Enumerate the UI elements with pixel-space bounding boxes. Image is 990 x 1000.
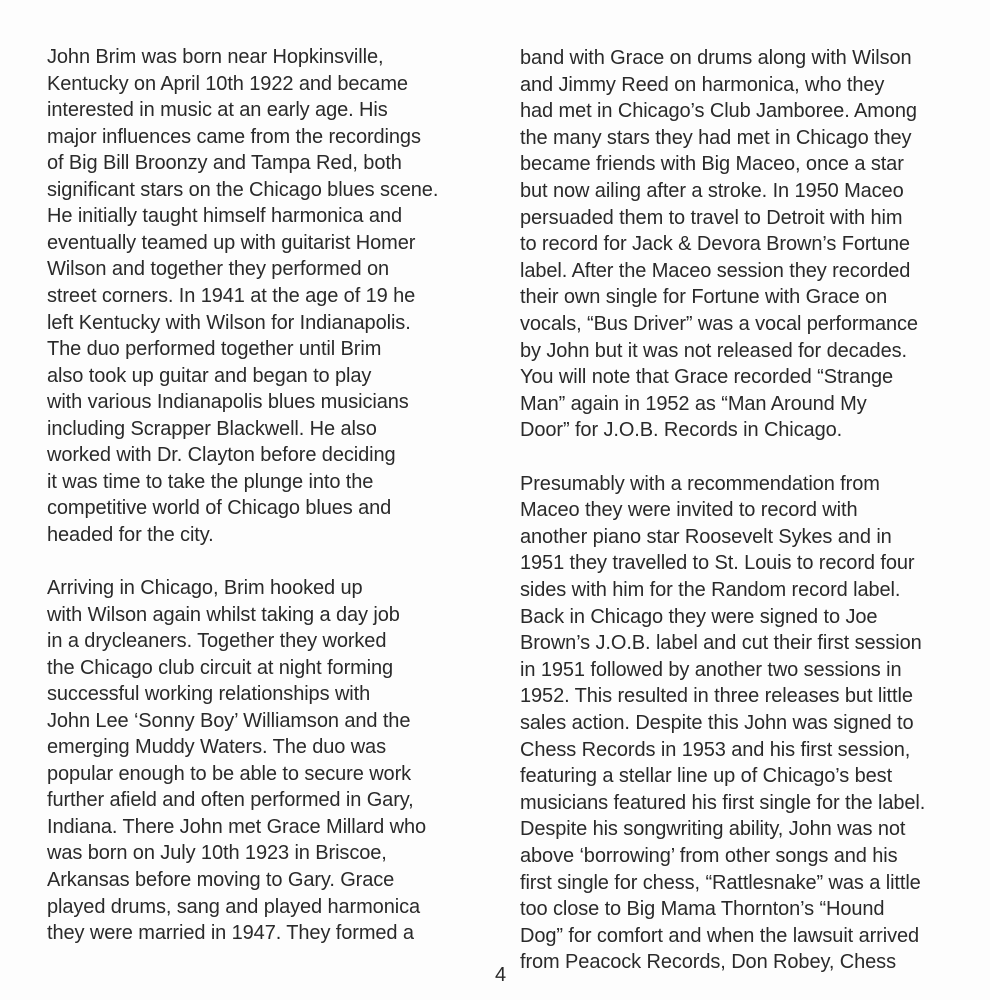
left_column-line: He initially taught himself harmonica and <box>47 205 402 228</box>
right_column-line: above ‘borrowing’ from other songs and his <box>520 844 898 867</box>
left_column-line: left Kentucky with Wilson for Indianapolis. <box>47 311 411 334</box>
left_column-line: emerging Muddy Waters. The duo was <box>47 736 386 759</box>
left_column-line: Wilson and together they performed on <box>47 258 390 281</box>
right_column-line: Brown’s J.O.B. label and cut their first session <box>520 632 922 655</box>
left_column-line: worked with Dr. Clayton before deciding <box>47 444 396 467</box>
right_column-line: their own single for Fortune with Grace on <box>520 286 888 309</box>
right_column-line: Dog” for comfort and when the lawsuit arrived <box>520 924 920 947</box>
left_column-line: The duo performed together until Brim <box>47 338 382 361</box>
left_column-line: street corners. In 1941 at the age of 19 he <box>47 284 416 307</box>
right_column-line: Presumably with a recommendation from <box>520 472 880 495</box>
left_column-line: including Scrapper Blackwell. He also <box>47 417 377 440</box>
right_column-line: too close to Big Mama Thornton’s “Hound <box>520 898 885 921</box>
left_column-line: further afield and often performed in Gary, <box>47 789 414 812</box>
left_column-line: Arriving in Chicago, Brim hooked up <box>47 576 363 599</box>
right_column-line: the many stars they had met in Chicago they <box>520 126 912 149</box>
right_column-line: musicians featured his first single for the label. <box>520 791 926 814</box>
right_column-line: in 1951 followed by another two sessions in <box>520 658 902 681</box>
right_column-line: sales action. Despite this John was signed to <box>520 711 914 734</box>
right_column-line: You will note that Grace recorded “Strange <box>520 366 894 389</box>
right_column-line: Chess Records in 1953 and his first session, <box>520 738 911 761</box>
left_column-line: the Chicago club circuit at night forming <box>47 656 394 679</box>
left_column-line: Kentucky on April 10th 1922 and became <box>47 72 408 95</box>
right_column-line: had met in Chicago’s Club Jamboree. Among <box>520 100 917 123</box>
right_column-line: Despite his songwriting ability, John was not <box>520 818 906 841</box>
right_column-line: vocals, “Bus Driver” was a vocal performance <box>520 313 918 335</box>
left_column-line: John Brim was born near Hopkinsville, <box>47 46 384 68</box>
left_column-line: interested in music at an early age. His <box>47 99 388 122</box>
right_column-line: Man” again in 1952 as “Man Around My <box>520 392 867 415</box>
left_column-line: successful working relationships with <box>47 683 371 706</box>
left_column-line: Arkansas before moving to Gary. Grace <box>47 869 395 891</box>
left_column-line: in a drycleaners. Together they worked <box>47 630 387 653</box>
left_column-line: John Lee ‘Sonny Boy’ Williamson and the <box>47 709 411 732</box>
left_column-line: headed for the city. <box>47 523 214 546</box>
page-number: 4 <box>495 964 507 986</box>
left_column-line: popular enough to be able to secure work <box>47 762 412 785</box>
right_column-line: 1951 they travelled to St. Louis to record four <box>520 552 915 575</box>
left_column-line: Indiana. There John met Grace Millard who <box>47 815 427 838</box>
right_column-line: band with Grace on drums along with Wilson <box>520 47 912 69</box>
right_column-line: label. After the Maceo session they recorded <box>520 259 911 282</box>
left_column-line: they were married in 1947. They formed a <box>47 922 414 945</box>
right_column-line: featuring a stellar line up of Chicago’s best <box>520 765 893 788</box>
right_column-line: from Peacock Records, Don Robey, Chess <box>520 951 896 974</box>
right_column-line: by John but it was not released for decades. <box>520 339 907 362</box>
right_column-line: Maceo they were invited to record with <box>520 499 858 522</box>
right_column-line: Door” for J.O.B. Records in Chicago. <box>520 419 843 442</box>
left_column-line: with Wilson again whilst taking a day job <box>47 603 400 626</box>
right_column-line: 1952. This resulted in three releases but little <box>520 685 913 708</box>
right_column-line: but now ailing after a stroke. In 1950 Maceo <box>520 180 904 202</box>
left_column-line: competitive world of Chicago blues and <box>47 497 392 520</box>
right_column-line: and Jimmy Reed on harmonica, who they <box>520 73 885 96</box>
left_column-line: also took up guitar and began to play <box>47 364 372 387</box>
right_column-line: sides with him for the Random record label. <box>520 578 901 601</box>
left_column-line: eventually teamed up with guitarist Homer <box>47 231 416 254</box>
left_column-line: was born on July 10th 1923 in Briscoe, <box>47 842 387 865</box>
left_column-line: significant stars on the Chicago blues scene. <box>47 178 439 201</box>
right_column-line: persuaded them to travel to Detroit with him <box>520 206 903 229</box>
left_column-line: played drums, sang and played harmonica <box>47 895 420 918</box>
right_column-line: first single for chess, “Rattlesnake” was a little <box>520 871 921 894</box>
right_column-line: another piano star Roosevelt Sykes and in <box>520 525 892 548</box>
right_column-line: to record for Jack & Devora Brown’s Fortune <box>520 233 910 256</box>
right_column-line: Back in Chicago they were signed to Joe <box>520 605 878 628</box>
left_column-line: of Big Bill Broonzy and Tampa Red, both <box>47 152 402 175</box>
left_column-line: with various Indianapolis blues musicians <box>47 391 409 414</box>
left_column-line: it was time to take the plunge into the <box>47 470 374 493</box>
right_column-line: became friends with Big Maceo, once a star <box>520 153 904 176</box>
left_column-line: major influences came from the recordings <box>47 125 421 148</box>
